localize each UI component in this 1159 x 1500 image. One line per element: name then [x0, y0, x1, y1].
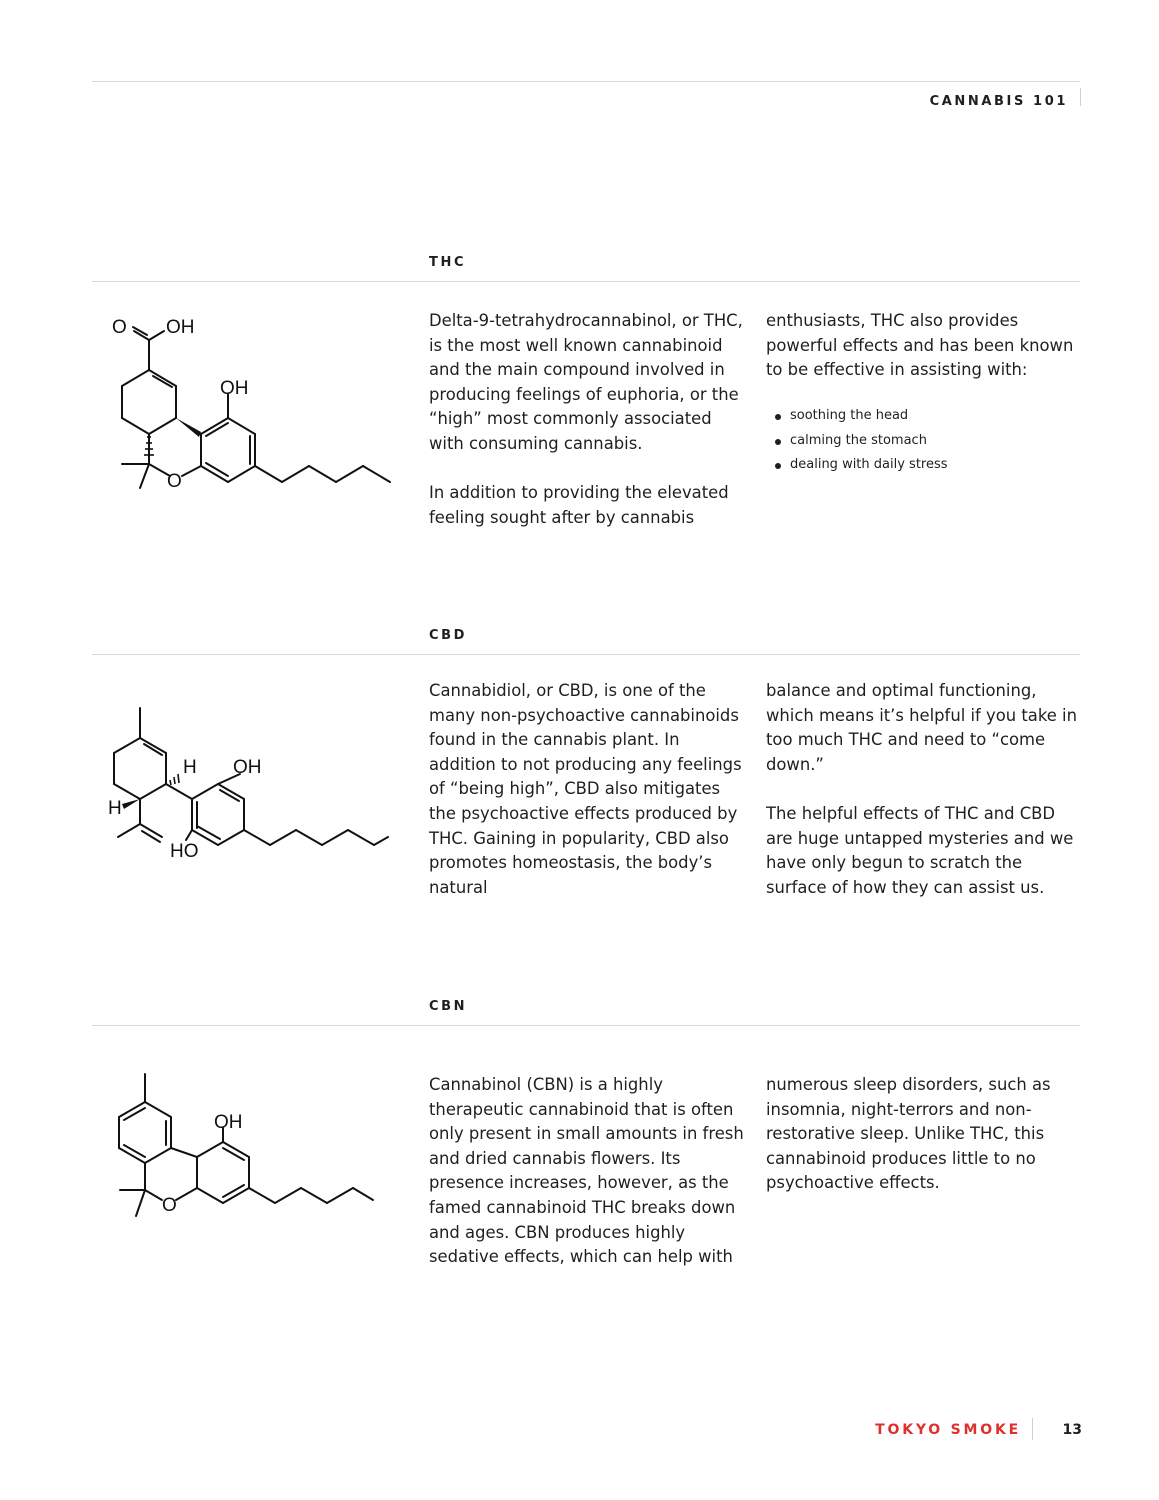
- list-item: dealing with daily stress: [766, 453, 1086, 478]
- page-number: 13: [1062, 1422, 1082, 1438]
- thc-carboxyl-o-label: O: [112, 317, 127, 338]
- footer-divider: [1032, 1418, 1033, 1440]
- thc-carboxyl-oh-label: OH: [166, 317, 195, 338]
- thc-effects-list: [766, 404, 1086, 478]
- thc-paragraph-3: enthusiasts, THC also provides powerful effects and has been known to be effective in assisting with:: [766, 311, 1074, 380]
- cbd-right-column: [766, 679, 1086, 900]
- cbn-left-column: [429, 1073, 747, 1270]
- list-item: soothing the head: [766, 404, 1086, 429]
- thc-right-column: [766, 309, 1086, 478]
- section-rule-thc: [92, 281, 1080, 282]
- thc-molecule-diagram: [100, 300, 400, 500]
- thc-paragraph-1: Delta-9-tetrahydrocannabinol, or THC, is the most well known cannabinoid and the main compound involved in producing feelings of euphoria, or the “high” most commonly associated with consuming cannabis.: [429, 311, 743, 453]
- cbn-ring-oxygen-label: O: [162, 1195, 177, 1216]
- cbn-paragraph-1: Cannabinol (CBN) is a highly therapeutic cannabinoid that is often only present in small amounts in fresh and dried cannabis flowers. Its presence increases, however, as the famed cannabinoid THC breaks down and ages. CBN produces highly sedative effects, which can help with: [429, 1075, 744, 1267]
- footer-brand: TOKYO SMOKE: [875, 1422, 1021, 1438]
- section-rule-cbn: [92, 1025, 1080, 1026]
- section-title-cbn: CBN: [429, 999, 468, 1014]
- section-title-thc: THC: [429, 255, 467, 270]
- cbd-paragraph-2: balance and optimal functioning, which means it’s helpful if you take in too much THC and need to “come down.”: [766, 681, 1077, 774]
- header-divider: [1080, 88, 1081, 106]
- thc-ring-oxygen-label: O: [167, 471, 182, 492]
- cbd-molecule-diagram: [100, 700, 400, 870]
- cbd-left-column: [429, 679, 747, 900]
- header-title: CANNABIS 101: [929, 94, 1068, 109]
- cbn-hydroxyl-label: OH: [214, 1112, 243, 1133]
- header-rule: [92, 81, 1080, 82]
- cbd-hydrogen-left-label: H: [108, 798, 122, 819]
- thc-hydroxyl-label: OH: [220, 378, 249, 399]
- list-item: calming the stomach: [766, 429, 1086, 454]
- cbd-hydroxyl-upper-label: OH: [233, 757, 262, 778]
- section-rule-cbd: [92, 654, 1080, 655]
- cbd-paragraph-1: Cannabidiol, or CBD, is one of the many non-psychoactive cannabinoids found in the cannabis plant. In addition to not producing any feelings of “being high”, CBD also mitigates the psychoactive effects produced by THC. Gaining in popularity, CBD also promotes homeostasis, the body’s natural: [429, 681, 742, 897]
- thc-paragraph-2: In addition to providing the elevated feeling sought after by cannabis: [429, 483, 729, 527]
- section-title-cbd: CBD: [429, 628, 468, 643]
- cbd-hydrogen-upper-label: H: [183, 757, 197, 778]
- cbn-molecule-diagram: [100, 1066, 400, 1226]
- cbd-hydroxyl-lower-label: HO: [170, 841, 199, 862]
- cbn-right-column: [766, 1073, 1086, 1196]
- thc-left-column: [429, 309, 747, 530]
- cbd-paragraph-3: The helpful effects of THC and CBD are huge untapped mysteries and we have only begun to scratch the surface of how they can assist us.: [766, 803, 1074, 897]
- cbn-paragraph-2: numerous sleep disorders, such as insomnia, night-terrors and non-restorative sleep. Unlike THC, this cannabinoid produces little to no psychoactive effects.: [766, 1075, 1051, 1193]
